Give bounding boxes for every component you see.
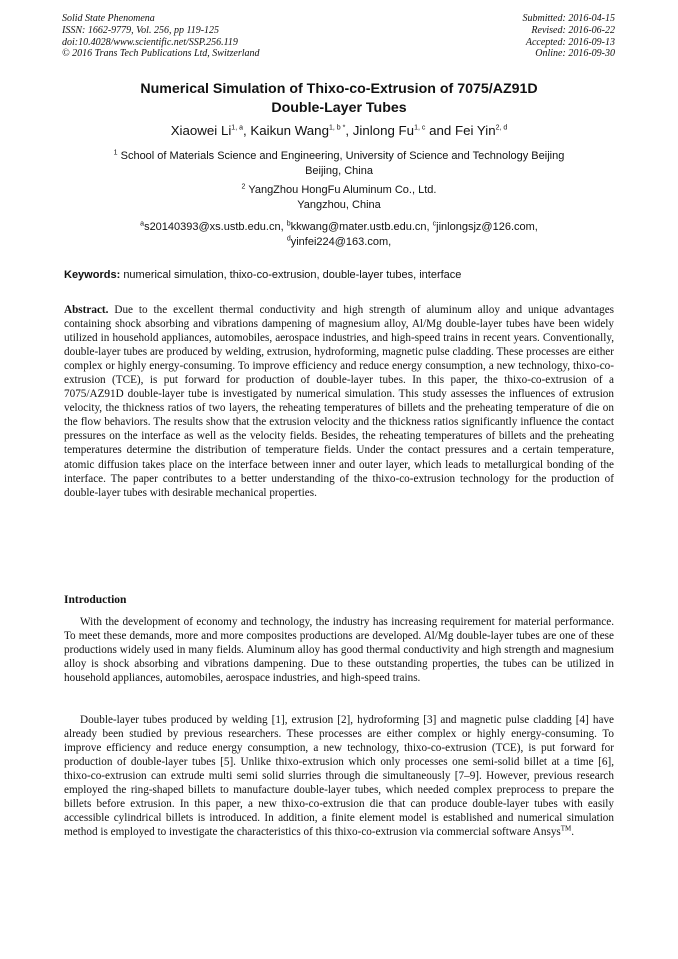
author-affiliation-mark: 2, d [495,124,508,132]
affiliation-number: 2 [241,183,246,191]
affiliation-2-line-2: Yangzhou, China [297,198,381,211]
accepted-date: Accepted: 2016-09-13 [525,36,615,48]
affiliation-1-line-2: Beijing, China [305,164,373,177]
paper-title [40,80,638,118]
keywords [64,268,624,282]
journal-info [62,13,260,60]
email-address[interactable]: jinlongsjz@126.com, [436,221,538,233]
journal-name: Solid State Phenomena [62,13,155,24]
keywords-text: numerical simulation, thixo-co-extrusion, double-layer tubes, interface [123,269,462,281]
affiliation-1-line-1 [64,149,614,164]
keywords-label: Keywords: [64,269,121,281]
introduction-paragraph-1: With the development of economy and technology, the industry has increasing requirement for material performance. To meet these demands, more and more composites productions are developed. Al/Mg double-layer tubes are one of these productions widely used in many fields. Aluminum alloy has good thermal conductivity and high strength and magnesium alloy is shock absorbing and vibrations dampening. Due to these outstanding properties, the tubes can be utilized in household appliances, automobiles, aerospace industries, and high-speed trains. [64,616,614,685]
author-affiliation-mark: 1, b * [328,124,346,132]
copyright-line: © 2016 Trans Tech Publications Ltd, Switzerland [62,48,260,60]
title-line-1: Numerical Simulation of Thixo-co-Extrusion of 7075/AZ91D [140,81,538,97]
paragraph-text: Double-layer tubes produced by welding [1], extrusion [2], hydroforming [3] and magnetic pulse cladding [4] have already been studied by previous researchers. These processes are either complex or highly energy-consuming. To improve efficiency and reduce energy consumption, a new technology, thixo-co-extrusion (TCE), is put forward for production of double-layer tubes [5]. Unlike thixo-extrusion which only processes one semi-solid billet at a time [6], thixo-co-extrusion can extrude multi semi solid slurries through die simultaneously [7–9]. However, previous research employed the ring-shaped billets to manufacture double-layer tubes, which needed complex preprocess to prepare the billets before extrusion. In this paper, a new thixo-co-extrusion die that can produce double-layer tubes with easily accessible cylindrical billets is introduced. In addition, a finite element model is established and numerical simulation method is employed to investigate the characteristics of this thixo-co-extrusion via commercial software Ansys [64,714,614,839]
email-line-1 [64,220,614,235]
author-name: Jinlong Fu [352,123,415,138]
affiliation-number: 1 [113,149,118,157]
trademark-mark: TM [560,824,572,833]
revised-date: Revised: 2016-06-22 [531,24,615,36]
email-line-2 [64,235,614,250]
email-address[interactable]: yinfei224@163.com, [290,235,392,248]
author-name: Kaikun Wang [250,123,329,138]
abstract [64,303,614,500]
abstract-label: Abstract. [64,304,109,316]
paragraph-end: . [571,826,575,839]
author-separator: , [242,123,251,138]
author-name: Xiaowei Li [170,123,232,138]
email-address[interactable]: kkwang@mater.ustb.edu.cn, [290,221,430,233]
publication-dates [523,13,616,60]
email-mark: a [140,220,145,228]
doi-line: doi:10.4028/www.scientific.net/SSP.256.119 [62,36,238,48]
email-mark: d [286,234,291,242]
title-line-2: Double-Layer Tubes [271,100,407,116]
author-separator: and [425,123,455,138]
introduction-paragraph-2 [64,713,614,839]
affiliation-1 [64,149,614,178]
author-separator: , [345,123,353,138]
email-address[interactable]: s20140393@xs.ustb.edu.cn, [144,221,284,233]
section-heading-introduction: Introduction [64,594,127,606]
issn-line: ISSN: 1662-9779, Vol. 256, pp 119-125 [62,24,220,36]
email-mark: c [432,220,437,228]
online-date: Online: 2016-09-30 [535,48,615,60]
author-affiliation-mark: 1, c [414,124,426,132]
abstract-text: Due to the excellent thermal conductivity and high strength of aluminum alloy and unique advantages containing shock absorbing and vibrations dampening of magnesium alloy, Al/Mg double-layer tubes have been widely utilized in household appliances, automobiles, aerospace industries, and high-speed trains in recent years. Conventionally, double-layer tubes are produced by welding, extrusion, hydroforming, magnetic pulse cladding. These processes are either complex or highly energy-consuming. To improve efficiency and reduce energy consumption, a new technology, thixo-co-extrusion (TCE), is put forward for production of double-layer tubes. In this paper, the thixo-co-extrusion of a 7075/AZ91D double-layer tube is investigated by numerical simulation. This study assesses the influences of extrusion velocity, the thickness ratios of two layers, the reheating temperatures of billets and the preheating temperature of die on the flow behaviors. The results show that the extrusion velocity and the thickness ratios significantly influence the contact pressures on the interface as well as the velocity fields. Besides, the reheating temperatures of billets and the preheating temperatures determine the distribution of temperature fields. Under the contact pressures and a certain temperature, atomic diffusion takes place on the interface between inner and outer layer, which leads to metallurgical bonding of the interface. The paper contributes to a better understanding of the thixo-co-extrusion technology for the production of double-layer tubes with desirable mechanical properties. [64,304,615,499]
email-list [64,220,614,249]
affiliation-2-line-1 [64,183,614,198]
email-mark: b [286,220,291,228]
affiliation-text: School of Materials Science and Engineering, University of Science and Technology Beijing [120,150,565,162]
author-list [40,122,638,139]
author-affiliation-mark: 1, a [231,124,243,132]
author-name: Fei Yin [454,123,496,138]
affiliation-2 [64,183,614,212]
affiliation-text: YangZhou HongFu Aluminum Co., Ltd. [248,184,437,196]
submitted-date: Submitted: 2016-04-15 [522,13,615,24]
